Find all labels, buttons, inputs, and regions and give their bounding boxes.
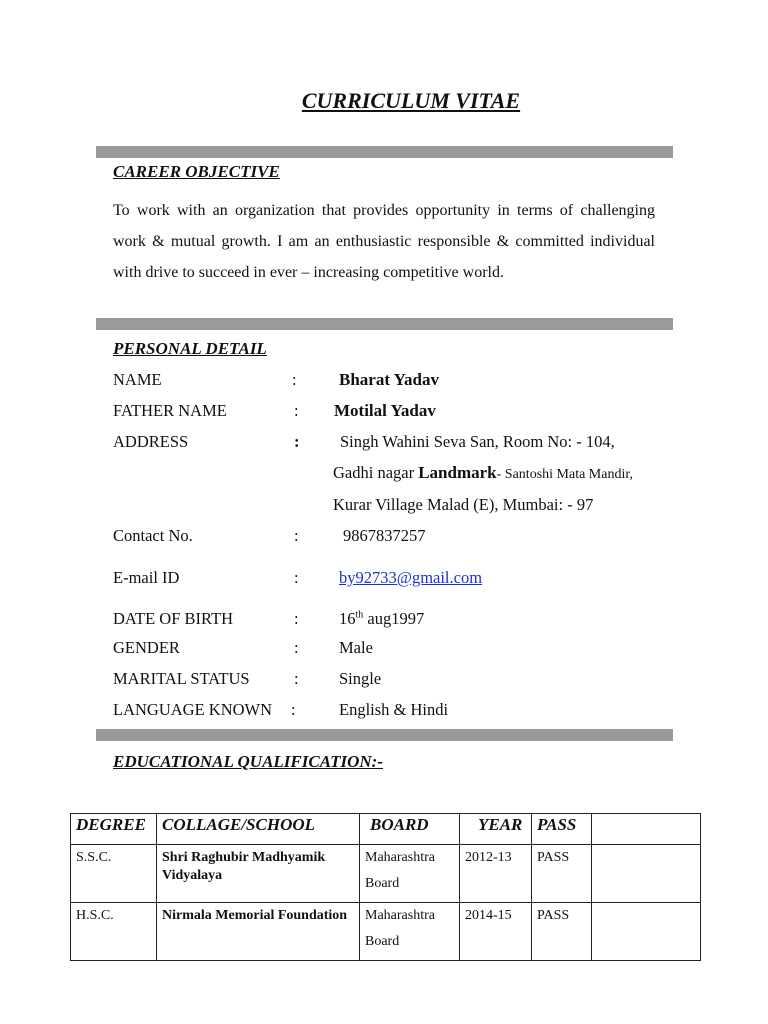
dob-day: 16 [339, 609, 356, 628]
year-cell: 2012-13 [460, 845, 532, 903]
table-row [71, 845, 701, 903]
section-divider [96, 146, 673, 158]
colon: : [294, 568, 299, 587]
degree-cell: S.S.C. [71, 845, 157, 903]
page-title: CURRICULUM VITAE [301, 88, 521, 113]
colon: : [292, 370, 297, 389]
empty-cell [592, 903, 701, 961]
marital-status-value: Single [339, 669, 382, 688]
pass-cell: PASS [532, 845, 592, 903]
table-header-row [71, 814, 701, 845]
board-line-1: Maharashtra [365, 908, 435, 923]
degree-cell: H.S.C. [71, 903, 157, 961]
section-divider [96, 318, 673, 330]
language-label: LANGUAGE KNOWN [113, 700, 273, 719]
header-empty [592, 814, 701, 845]
contact-value: 9867837257 [343, 526, 426, 545]
dob-value [339, 609, 424, 629]
colon: : [291, 700, 296, 719]
dob-rest: aug1997 [363, 609, 425, 628]
year-cell: 2014-15 [460, 903, 532, 961]
board-line-2: Board [365, 934, 400, 949]
gender-value: Male [339, 638, 373, 657]
section-divider [96, 729, 673, 741]
colon: : [294, 432, 300, 451]
board-cell [360, 845, 460, 903]
header-degree: DEGREE [71, 814, 157, 845]
header-school: COLLAGE/SCHOOL [157, 814, 360, 845]
personal-detail-heading: PERSONAL DETAIL [113, 339, 267, 358]
landmark-value: - Santoshi Mata Mandir, [496, 467, 633, 482]
address-line-2-prefix: Gadhi nagar [333, 463, 419, 482]
colon: : [294, 609, 299, 628]
address-line-3: Kurar Village Malad (E), Mumbai: - 97 [333, 495, 594, 514]
pass-cell: PASS [532, 903, 592, 961]
colon: : [294, 638, 299, 657]
email-label: E-mail ID [113, 568, 180, 587]
dob-label: DATE OF BIRTH [113, 609, 234, 628]
table-row [71, 903, 701, 961]
school-cell: Shri Raghubir Madhyamik Vidyalaya [157, 845, 360, 903]
marital-status-label: MARITAL STATUS [113, 669, 250, 688]
father-name-value: Motilal Yadav [334, 401, 436, 420]
school-cell: Nirmala Memorial Foundation [157, 903, 360, 961]
education-table [70, 813, 701, 961]
board-cell [360, 903, 460, 961]
career-objective-heading: CAREER OBJECTIVE [113, 162, 280, 181]
header-pass: PASS [532, 814, 592, 845]
board-line-2: Board [365, 876, 400, 891]
father-name-label: FATHER NAME [113, 401, 227, 420]
header-year: YEAR [460, 814, 532, 845]
header-board: BOARD [360, 814, 460, 845]
empty-cell [592, 845, 701, 903]
address-line-1: Singh Wahini Seva San, Room No: - 104, [340, 432, 615, 451]
dob-ordinal: th [355, 609, 364, 621]
contact-label: Contact No. [113, 526, 193, 545]
gender-label: GENDER [113, 638, 180, 657]
address-line-2 [333, 463, 633, 483]
career-objective-text: To work with an organization that provides opportunity in terms of challenging work & mutual growth. I am an enthusiastic responsible & committed individual with drive to succeed in ever – increasing competitive world. [113, 202, 655, 281]
board-line-1: Maharashtra [365, 850, 435, 865]
colon: : [294, 401, 299, 420]
address-label: ADDRESS [113, 432, 189, 451]
colon: : [294, 526, 299, 545]
language-value: English & Hindi [339, 700, 449, 719]
name-label: NAME [113, 370, 162, 389]
email-link[interactable]: by92733@gmail.com [339, 568, 483, 587]
name-value: Bharat Yadav [339, 370, 439, 389]
landmark-label: Landmark [418, 463, 497, 482]
colon: : [294, 669, 299, 688]
education-heading: EDUCATIONAL QUALIFICATION:- [113, 752, 383, 771]
